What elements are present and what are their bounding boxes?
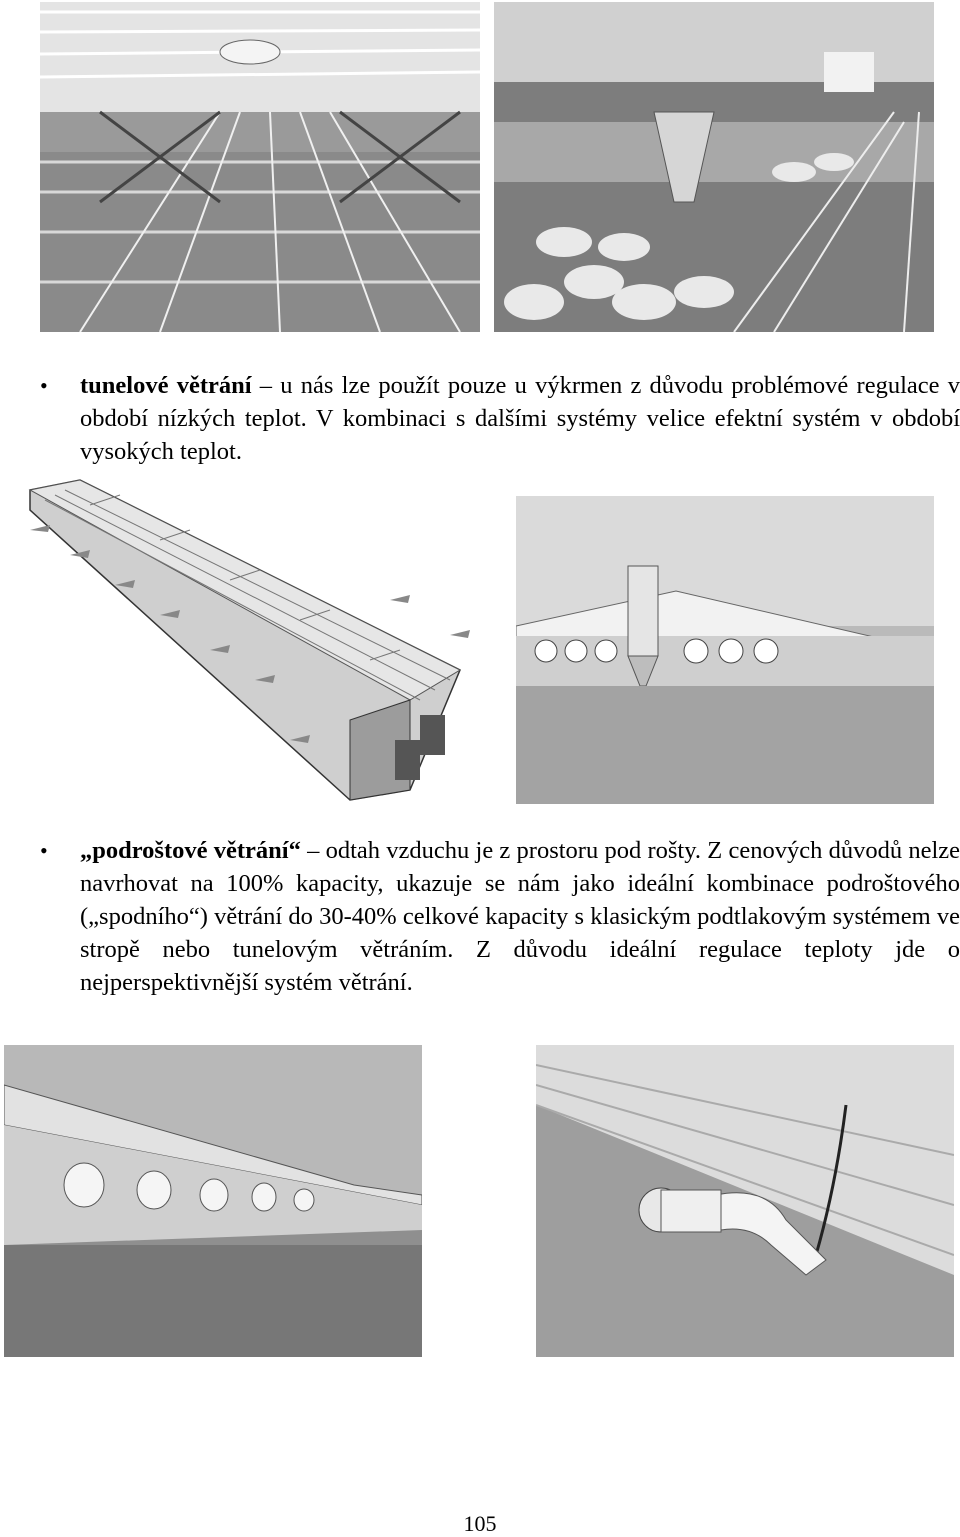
term-underfloor-ventilation: „podroštové větrání“	[80, 837, 301, 864]
barn-interior-photo	[40, 2, 480, 332]
paragraph	[80, 834, 960, 999]
bullet-underfloor-ventilation	[80, 834, 960, 999]
page-number: 105	[463, 1511, 497, 1536]
paragraph-text: – u nás lze použít pouze u výkrmen z důvodu problémové regulace v období nízkých teplot. V kombinaci s dalšími systémy velice efektní systém v období vysokých teplot.	[80, 372, 960, 465]
term-tunnel-ventilation: tunelové větrání	[80, 372, 252, 399]
bullet-marker: •	[40, 838, 48, 863]
tunnel-ventilation-render	[10, 470, 480, 805]
paragraph	[80, 369, 960, 468]
underfloor-fan-photo	[536, 1045, 954, 1357]
barn-side-fans-photo	[4, 1045, 422, 1357]
bullet-tunnel-ventilation	[80, 369, 960, 468]
barn-exterior-fans-photo	[516, 496, 934, 804]
pig-pen-photo	[494, 2, 934, 332]
bullet-marker: •	[40, 373, 48, 398]
paragraph-text: – odtah vzduchu je z prostoru pod rošty. Z cenových důvodů nelze navrhovat na 100% kapacity, ukazuje se nám jako ideální kombinace podroštového („spodního“) větrání do 30-40% celkové kapacity s klasickým podtlakovým systémem ve stropě nebo tunelovým větráním. Z důvodu ideální regulace teploty jde o nejperspektivnější systém větrání.	[80, 837, 960, 996]
